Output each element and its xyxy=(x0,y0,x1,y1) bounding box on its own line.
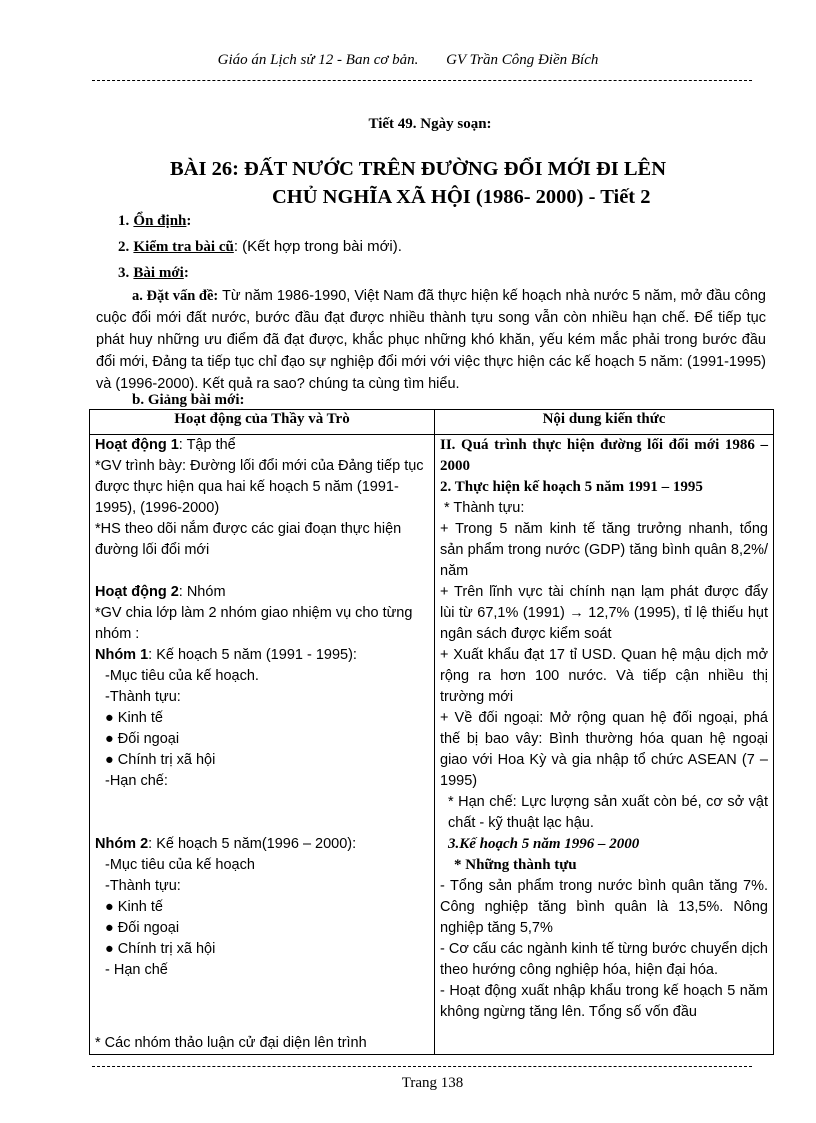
right-heading-3: 3.Kế hoạch 5 năm 1996 – 2000 xyxy=(448,836,640,852)
right-heading-2: 2. Thực hiện kế hoạch 5 năm 1991 – 1995 xyxy=(440,479,703,495)
n1-last: -Hạn chế: xyxy=(105,773,168,789)
n1-label: Nhóm 1 xyxy=(95,647,149,663)
section-2-num: 2. xyxy=(118,239,130,255)
n2-last: - Hạn chế xyxy=(105,962,168,978)
n1-item-1: -Mục tiêu của kế hoạch. xyxy=(105,668,259,684)
n2-bullet-2: Đối ngoại xyxy=(117,920,180,936)
header-course: Giáo án Lịch sử 12 - Ban cơ bản. xyxy=(217,52,419,68)
hd2-line-1: *GV chia lớp làm 2 nhóm giao nhiệm vụ cho từng nhóm : xyxy=(95,605,413,642)
header-divider xyxy=(92,80,752,81)
hd1-line-1: *GV trình bày: Đường lối đổi mới của Đảng tiếp tục được thực hiện qua hai kế hoạch 5 năm (1991-1995), (1996-2000) xyxy=(95,458,424,516)
right-text-1: * Thành tựu: xyxy=(444,500,525,516)
section-2-label: Kiểm tra bài cũ xyxy=(133,239,234,255)
hd1-line-2: *HS theo dõi nắm được các giai đoạn thực hiện đường lối đổi mới xyxy=(95,521,402,558)
bullet-icon: ● xyxy=(105,941,114,957)
table-head-right: Nội dung kiến thức xyxy=(435,410,774,435)
right-para-3: + Xuất khẩu đạt 17 tỉ USD. Quan hệ mậu dịch mở rộng ra hơn 100 nước. Và tiếp cận nhiều thị trường mới xyxy=(440,647,768,705)
page-header xyxy=(0,52,816,69)
bullet-icon: ● xyxy=(105,731,114,747)
bullet-icon: ● xyxy=(105,920,114,936)
hd1-rest: : Tập thể xyxy=(178,437,236,453)
header-teacher: GV Trần Công Điền Bích xyxy=(446,52,599,68)
intro-text: Từ năm 1986-1990, Việt Nam đã thực hiện kế hoạch nhà nước 5 năm, mở đầu công cuộc đổi mới đất nước, bước đầu đạt được nhiều thành tựu song vẫn còn nhiều hạn chế. Để tiếp tục phát huy những ưu điểm đã đạt được, khắc phục những khó khăn, yếu kém mắc phải trong bước đầu đổi mới, Đảng ta tiếp tục chỉ đạo sự nghiệp đổi mới với việc thực hiện các kế hoạch 5 năm: (1991-1995) và (1996-2000). Kết quả ra sao? chúng ta cùng tìm hiểu. xyxy=(96,288,766,392)
lesson-title xyxy=(170,155,666,211)
page-number: Trang 138 xyxy=(401,1075,464,1091)
right-heading-4: * Những thành tựu xyxy=(454,857,577,873)
intro-label: a. Đặt vấn đề: xyxy=(132,288,219,304)
bullet-icon: ● xyxy=(105,710,114,726)
right-para-7: - Cơ cấu các ngành kinh tế từng bước chuyển dịch theo hướng công nghiệp hóa, hiện đại hóa. xyxy=(440,941,768,978)
n2-item-1: -Mục tiêu của kế hoạch xyxy=(105,857,255,873)
right-para-4: + Về đối ngoại: Mở rộng quan hệ đối ngoại, phá thế bị bao vây: Bình thường hóa quan hệ ngoại giao với Hoa Kỳ và gia nhập tổ chức ASEAN (7 – 1995) xyxy=(440,710,768,789)
n1-bullet-2: Đối ngoại xyxy=(117,731,180,747)
section-3-num: 3. xyxy=(118,265,130,281)
table-head-left: Hoạt động của Thầy và Trò xyxy=(90,410,435,435)
right-para-2: + Trên lĩnh vực tài chính nạn lạm phát được đẩy lùi từ 67,1% (1991) → 12,7% (1995), tỉ lệ thiếu hụt ngân sách được kiểm soát xyxy=(440,584,768,642)
n2-item-2: -Thành tựu: xyxy=(105,878,181,894)
hd1-label: Hoạt động 1 xyxy=(95,437,179,453)
intro-paragraph xyxy=(96,285,766,395)
right-column xyxy=(435,435,774,1055)
left-final: * Các nhóm thảo luận cử đại diện lên trình xyxy=(95,1035,367,1051)
footer-divider xyxy=(92,1066,752,1067)
bullet-icon: ● xyxy=(105,752,114,768)
section-2-text: : (Kết hợp trong bài mới). xyxy=(233,238,402,255)
hd2-rest: : Nhóm xyxy=(178,584,226,600)
right-para-6: - Tổng sản phẩm trong nước bình quân tăng 7%. Công nghiệp tăng bình quân là 13,5%. Nông nghiệp tăng 5,7% xyxy=(440,878,768,936)
section-2 xyxy=(118,238,402,256)
section-3: 3. Bài mới: xyxy=(118,265,189,281)
n1-item-2: -Thành tựu: xyxy=(105,689,181,705)
section-1: 1. Ổn định: xyxy=(118,213,192,229)
n2-bullet-1: Kinh tế xyxy=(117,899,163,915)
sub-b-heading: b. Giảng bài mới: xyxy=(132,392,245,408)
left-column xyxy=(90,435,435,1055)
n1-rest: : Kế hoạch 5 năm (1991 - 1995): xyxy=(148,647,357,663)
title-line-2: CHỦ NGHĨA XÃ HỘI (1986- 2000) - Tiết 2 xyxy=(272,186,651,208)
n2-label: Nhóm 2 xyxy=(95,836,149,852)
lesson-table xyxy=(89,409,774,1055)
n2-rest: : Kế hoạch 5 năm(1996 – 2000): xyxy=(148,836,357,852)
right-para-5: * Hạn chế: Lực lượng sản xuất còn bé, cơ sở vật chất - kỹ thuật lạc hậu. xyxy=(448,794,768,831)
right-heading-1: II. Quá trình thực hiện đường lối đổi mới 1986 – 2000 xyxy=(440,437,768,474)
lesson-line: Tiết 49. Ngày soạn: xyxy=(368,116,492,132)
hd2-label: Hoạt động 2 xyxy=(95,584,179,600)
section-3-label: Bài mới xyxy=(133,265,184,281)
right-para-8: - Hoạt động xuất nhập khẩu trong kế hoạch 5 năm không ngừng tăng lên. Tổng số vốn đầu xyxy=(440,983,768,1020)
n1-bullet-3: Chính trị xã hội xyxy=(117,752,216,768)
right-para-1: + Trong 5 năm kinh tế tăng trưởng nhanh, tổng sản phẩm trong nước (GDP) tăng bình quân 8,2%/ năm xyxy=(440,521,768,579)
bullet-icon: ● xyxy=(105,899,114,915)
section-1-num: 1. xyxy=(118,213,130,229)
n1-bullet-1: Kinh tế xyxy=(117,710,163,726)
title-line-1: BÀI 26: ĐẤT NƯỚC TRÊN ĐƯỜNG ĐỔI MỚI ĐI LÊN xyxy=(170,158,667,180)
section-1-label: Ổn định xyxy=(133,213,187,229)
n2-bullet-3: Chính trị xã hội xyxy=(117,941,216,957)
